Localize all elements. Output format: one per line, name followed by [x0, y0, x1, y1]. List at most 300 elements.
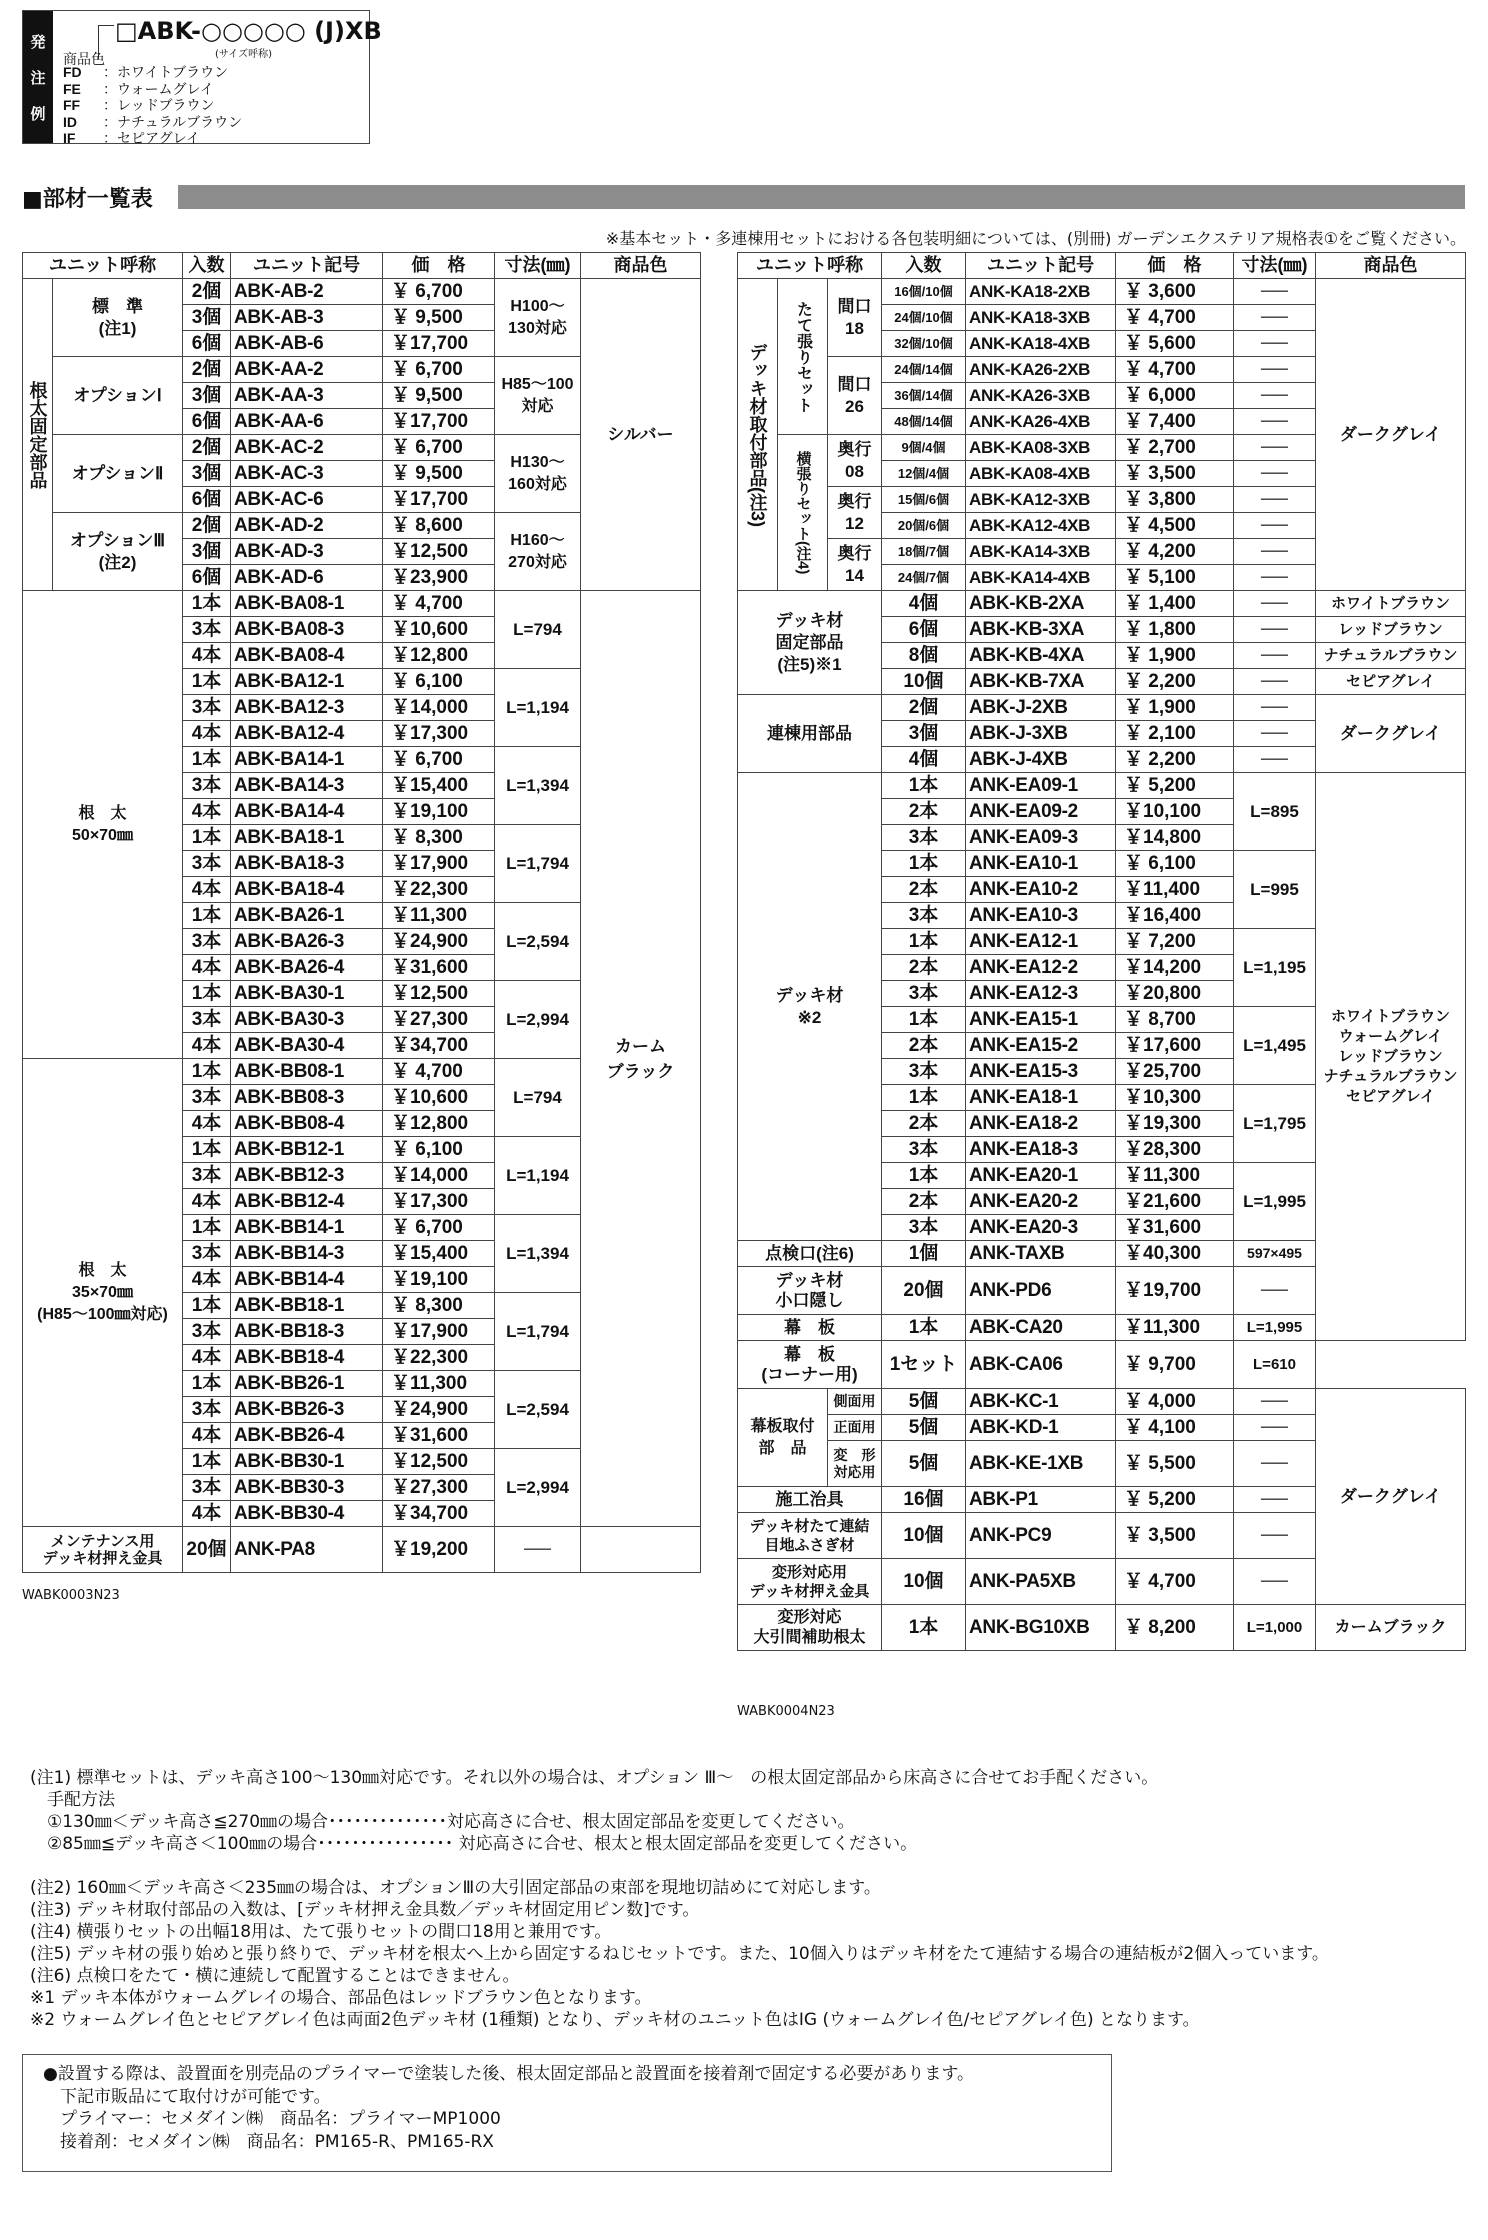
size-label: 奥行 14 — [828, 539, 882, 591]
qty: 4個 — [882, 591, 966, 617]
unit-code: ANK-EA09-2 — [966, 799, 1116, 825]
product-color: カームブラック — [1316, 1605, 1466, 1651]
qty: 4本 — [183, 877, 231, 903]
footer-code-left: WABK0003N23 — [22, 1588, 120, 1603]
unit-code: ABK-KA14-3XB — [966, 539, 1116, 565]
qty: 4本 — [183, 1345, 231, 1371]
unit-code: ANK-BG10XB — [966, 1605, 1116, 1651]
qty: 20個/6個 — [882, 513, 966, 539]
unit-code: ABK-BB18-4 — [231, 1345, 383, 1371]
group-label: デッキ材取付部品(注3) — [738, 279, 778, 591]
price: ￥20,800 — [1116, 981, 1234, 1007]
unit-code: ABK-BB08-4 — [231, 1111, 383, 1137]
dimension: L=794 — [495, 591, 581, 669]
qty: 24個/10個 — [882, 305, 966, 331]
qty: 3本 — [183, 695, 231, 721]
qty: 8個 — [882, 643, 966, 669]
qty: 6個 — [183, 565, 231, 591]
table-row — [738, 591, 1466, 617]
order-code: □ABK-○○○○○ (J)XB — [115, 17, 382, 45]
qty: 4本 — [183, 1033, 231, 1059]
qty: 3本 — [183, 617, 231, 643]
dimension: ── — [1234, 331, 1316, 357]
price: ￥ 1,400 — [1116, 591, 1234, 617]
price: ￥14,800 — [1116, 825, 1234, 851]
price: ￥ 8,300 — [383, 825, 495, 851]
price: ￥ 6,700 — [383, 279, 495, 305]
unit-code: ANK-EA18-1 — [966, 1085, 1116, 1111]
order-color-list — [63, 65, 242, 148]
dimension: ── — [1234, 357, 1316, 383]
price: ￥27,300 — [383, 1475, 495, 1501]
size-label: 間口 26 — [828, 357, 882, 435]
price: ￥12,500 — [383, 1449, 495, 1475]
price: ￥ 2,100 — [1116, 721, 1234, 747]
qty: 10個 — [882, 1513, 966, 1559]
unit-code: ABK-J-3XB — [966, 721, 1116, 747]
qty: 4本 — [183, 1501, 231, 1527]
price: ￥19,100 — [383, 1267, 495, 1293]
price: ￥34,700 — [383, 1033, 495, 1059]
price: ￥12,500 — [383, 981, 495, 1007]
product-color: ナチュラルブラウン — [1316, 643, 1466, 669]
size-label: 間口 18 — [828, 279, 882, 357]
unit-name: オプションⅡ — [53, 435, 183, 513]
price: ￥ 4,700 — [1116, 1559, 1234, 1605]
qty: 1本 — [882, 1085, 966, 1111]
price: ￥25,700 — [1116, 1059, 1234, 1085]
unit-code: ABK-BB14-4 — [231, 1267, 383, 1293]
dimension: L=1,194 — [495, 669, 581, 747]
product-color: シルバー — [581, 279, 701, 591]
product-color: ホワイトブラウン — [1316, 591, 1466, 617]
unit-code: ABK-BB12-1 — [231, 1137, 383, 1163]
dimension: ── — [1234, 409, 1316, 435]
footer-code-right: WABK0004N23 — [737, 1704, 835, 1719]
qty: 2本 — [882, 955, 966, 981]
qty: 1本 — [183, 981, 231, 1007]
unit-code: ABK-BA14-3 — [231, 773, 383, 799]
dimension: L=1,394 — [495, 1215, 581, 1293]
qty: 20個 — [882, 1267, 966, 1315]
price: ￥12,800 — [383, 1111, 495, 1137]
price: ￥27,300 — [383, 1007, 495, 1033]
col-price-r: 価 格 — [1116, 253, 1234, 279]
unit-code: ABK-BA12-1 — [231, 669, 383, 695]
price: ￥10,100 — [1116, 799, 1234, 825]
product-color: ダークグレイ — [1316, 279, 1466, 591]
price: ￥22,300 — [383, 877, 495, 903]
order-example-box — [22, 10, 382, 147]
unit-name: 施工治具 — [738, 1487, 882, 1513]
qty: 3本 — [882, 1215, 966, 1241]
order-side-char: 注 — [30, 68, 46, 87]
unit-code: ABK-KA08-4XB — [966, 461, 1116, 487]
qty: 20個 — [183, 1527, 231, 1573]
unit-code: ABK-BB30-4 — [231, 1501, 383, 1527]
order-color-item — [63, 82, 242, 99]
dimension: ── — [1234, 539, 1316, 565]
unit-code: ABK-J-4XB — [966, 747, 1116, 773]
price: ￥23,900 — [383, 565, 495, 591]
unit-code: ANK-KA26-2XB — [966, 357, 1116, 383]
qty: 24個/14個 — [882, 357, 966, 383]
empty-cell — [581, 1527, 701, 1573]
unit-code: ABK-KA12-4XB — [966, 513, 1116, 539]
unit-code: ANK-KA18-4XB — [966, 331, 1116, 357]
unit-name: 点検口(注6) — [738, 1241, 882, 1267]
price: ￥ 6,700 — [383, 357, 495, 383]
unit-code: ABK-P1 — [966, 1487, 1116, 1513]
unit-code: ABK-AA-2 — [231, 357, 383, 383]
col-unit-r: ユニット呼称 — [738, 253, 882, 279]
order-size-note: (サイズ呼称) — [215, 49, 273, 60]
price: ￥ 4,200 — [1116, 539, 1234, 565]
dimension: ── — [1234, 643, 1316, 669]
size-label: 奥行 12 — [828, 487, 882, 539]
qty: 1本 — [183, 591, 231, 617]
color-name: ：セピアグレイ — [103, 131, 200, 147]
col-dim-r: 寸法(㎜) — [1234, 253, 1316, 279]
table-row — [738, 1341, 1466, 1389]
table-row — [23, 279, 701, 305]
unit-name: 幕 板 (コーナー用) — [738, 1341, 882, 1389]
dimension: ── — [1234, 1487, 1316, 1513]
qty: 3本 — [882, 1137, 966, 1163]
price: ￥ 4,100 — [1116, 1415, 1234, 1441]
unit-code: ABK-AB-3 — [231, 305, 383, 331]
unit-code: ANK-EA10-2 — [966, 877, 1116, 903]
qty: 1本 — [183, 1371, 231, 1397]
color-code: FE — [63, 80, 81, 97]
qty: 1本 — [183, 825, 231, 851]
table-row — [738, 1389, 1466, 1415]
unit-name: デッキ材 ※2 — [738, 773, 882, 1241]
qty: 1本 — [882, 851, 966, 877]
dimension: ── — [1234, 669, 1316, 695]
dimension: ── — [1234, 1441, 1316, 1487]
qty: 3本 — [183, 1475, 231, 1501]
qty: 2個 — [183, 357, 231, 383]
unit-code: ABK-BB30-3 — [231, 1475, 383, 1501]
qty: 4本 — [183, 643, 231, 669]
unit-code: ANK-EA09-3 — [966, 825, 1116, 851]
qty: 4本 — [183, 1189, 231, 1215]
qty: 3本 — [882, 903, 966, 929]
color-name: ：ウォームグレイ — [103, 81, 214, 98]
qty: 1個 — [882, 1241, 966, 1267]
qty: 1本 — [882, 1007, 966, 1033]
unit-code: ANK-EA15-1 — [966, 1007, 1116, 1033]
unit-name: 幕 板 — [738, 1315, 882, 1341]
price: ￥ 6,100 — [1116, 851, 1234, 877]
dimension: ── — [1234, 1559, 1316, 1605]
qty: 3個 — [183, 305, 231, 331]
color-code: FD — [63, 64, 82, 80]
qty: 2本 — [882, 1033, 966, 1059]
group-label: 根太固定部品 — [23, 279, 53, 591]
unit-code: ABK-KB-4XA — [966, 643, 1116, 669]
dimension: ── — [1234, 695, 1316, 721]
price: ￥12,800 — [383, 643, 495, 669]
price: ￥11,300 — [383, 903, 495, 929]
qty: 2本 — [882, 1111, 966, 1137]
sub-name: 正面用 — [828, 1415, 882, 1441]
set-label: 横張りセット(注4) — [778, 435, 828, 591]
col-qty: 入数 — [183, 253, 231, 279]
price: ￥ 9,500 — [383, 305, 495, 331]
price: ￥ 6,700 — [383, 435, 495, 461]
qty: 3個 — [183, 461, 231, 487]
price: ￥ 1,900 — [1116, 643, 1234, 669]
price: ￥22,300 — [383, 1345, 495, 1371]
qty: 24個/7個 — [882, 565, 966, 591]
price: ￥11,300 — [1116, 1163, 1234, 1189]
order-side-label — [23, 11, 53, 143]
qty: 1本 — [183, 903, 231, 929]
qty: 3本 — [183, 929, 231, 955]
qty: 3本 — [183, 1163, 231, 1189]
color-code: FF — [63, 97, 81, 113]
price: ￥ 9,700 — [1116, 1341, 1234, 1389]
table-row — [738, 279, 1466, 305]
product-color: ダークグレイ — [1316, 695, 1466, 773]
qty: 3個 — [183, 383, 231, 409]
dimension: L=1,795 — [1234, 1085, 1316, 1163]
qty: 4本 — [183, 1111, 231, 1137]
qty: 48個/14個 — [882, 409, 966, 435]
qty: 6個 — [183, 409, 231, 435]
unit-code: ABK-KA12-3XB — [966, 487, 1116, 513]
unit-code: ABK-BB12-3 — [231, 1163, 383, 1189]
col-color: 商品色 — [581, 253, 701, 279]
dimension: L=1,995 — [1234, 1315, 1316, 1341]
price: ￥ 9,500 — [383, 461, 495, 487]
price: ￥17,700 — [383, 409, 495, 435]
qty: 12個/4個 — [882, 461, 966, 487]
price: ￥ 2,200 — [1116, 669, 1234, 695]
dimension: L=794 — [495, 1059, 581, 1137]
price: ￥17,900 — [383, 851, 495, 877]
qty: 5個 — [882, 1415, 966, 1441]
unit-name: デッキ材たて連結 目地ふさぎ材 — [738, 1513, 882, 1559]
price: ￥ 6,700 — [383, 747, 495, 773]
unit-name: 変形対応 大引間補助根太 — [738, 1605, 882, 1651]
price: ￥ 5,100 — [1116, 565, 1234, 591]
unit-code: ABK-BB18-3 — [231, 1319, 383, 1345]
unit-code: ABK-AC-2 — [231, 435, 383, 461]
qty: 2個 — [882, 695, 966, 721]
table-row — [738, 773, 1466, 799]
color-name: ：ナチュラルブラウン — [103, 114, 243, 131]
price: ￥ 6,100 — [383, 1137, 495, 1163]
price: ￥17,300 — [383, 1189, 495, 1215]
qty: 2本 — [882, 877, 966, 903]
qty: 3本 — [183, 1241, 231, 1267]
price: ￥31,600 — [1116, 1215, 1234, 1241]
dimension: ── — [1234, 305, 1316, 331]
price: ￥17,600 — [1116, 1033, 1234, 1059]
install-note-box: ●設置する際は、設置面を別売品のプライマーで塗装した後、根太固定部品と設置面を接着剤で固定する必要があります。 下記市販品にて取付けが可能です。 プライマー：セメダイン㈱ 商品名：プライマーMP1000 接着剤：セメダイン㈱ 商品名：PM165-R、PM165-RX — [22, 2054, 1112, 2172]
unit-code: ANK-EA10-1 — [966, 851, 1116, 877]
unit-code: ABK-BA26-3 — [231, 929, 383, 955]
qty: 4本 — [183, 721, 231, 747]
dimension: L=1,495 — [1234, 1007, 1316, 1085]
unit-code: ANK-KA26-4XB — [966, 409, 1116, 435]
price: ￥31,600 — [383, 1423, 495, 1449]
qty: 3本 — [882, 981, 966, 1007]
price: ￥ 4,700 — [383, 1059, 495, 1085]
price: ￥ 3,600 — [1116, 279, 1234, 305]
qty: 1本 — [882, 1605, 966, 1651]
dimension: H130～160対応 — [495, 435, 581, 513]
color-code: ID — [63, 113, 77, 130]
qty: 3本 — [183, 1319, 231, 1345]
sub-name: 変 形 対応用 — [828, 1441, 882, 1487]
price: ￥ 6,000 — [1116, 383, 1234, 409]
unit-code: ABK-BB12-4 — [231, 1189, 383, 1215]
unit-code: ABK-BA14-4 — [231, 799, 383, 825]
qty: 4本 — [183, 799, 231, 825]
qty: 32個/10個 — [882, 331, 966, 357]
unit-code: ABK-KD-1 — [966, 1415, 1116, 1441]
qty: 2本 — [882, 1189, 966, 1215]
unit-name: 標 準 (注1) — [53, 279, 183, 357]
unit-code: ABK-AD-2 — [231, 513, 383, 539]
unit-code: ANK-EA20-2 — [966, 1189, 1116, 1215]
price: ￥ 5,600 — [1116, 331, 1234, 357]
unit-code: ABK-KE-1XB — [966, 1441, 1116, 1487]
unit-code: ANK-EA20-3 — [966, 1215, 1116, 1241]
dimension: ── — [1234, 617, 1316, 643]
unit-code: ANK-KA26-3XB — [966, 383, 1116, 409]
set-label: たて張りセット — [778, 279, 828, 435]
price: ￥17,700 — [383, 487, 495, 513]
top-note: ※基本セット・多連棟用セットにおける各包装明細については、(別冊) ガーデンエクステリア規格表①をご覧ください。 — [605, 229, 1466, 248]
dimension: ── — [1234, 565, 1316, 591]
price: ￥ 3,500 — [1116, 461, 1234, 487]
dimension: L=1,394 — [495, 747, 581, 825]
product-color: ダークグレイ — [1316, 1389, 1466, 1605]
dimension: L=2,594 — [495, 903, 581, 981]
qty: 5個 — [882, 1389, 966, 1415]
dimension: L=2,994 — [495, 1449, 581, 1527]
price: ￥24,900 — [383, 1397, 495, 1423]
dimension: H160～270対応 — [495, 513, 581, 591]
unit-code: ABK-BB26-3 — [231, 1397, 383, 1423]
dimension: ── — [1234, 591, 1316, 617]
price: ￥ 4,700 — [1116, 357, 1234, 383]
qty: 1本 — [882, 773, 966, 799]
product-color: ホワイトブラウン ウォームグレイ レッドブラウン ナチュラルブラウン セピアグレイ — [1316, 773, 1466, 1341]
qty: 3本 — [183, 1397, 231, 1423]
unit-code: ABK-AB-2 — [231, 279, 383, 305]
qty: 18個/7個 — [882, 539, 966, 565]
section-header — [22, 182, 1465, 212]
unit-name: 幕板取付 部 品 — [738, 1389, 828, 1487]
price: ￥ 5,200 — [1116, 1487, 1234, 1513]
price: ￥19,200 — [383, 1527, 495, 1573]
unit-code: ABK-BA30-1 — [231, 981, 383, 1007]
dimension: L=610 — [1234, 1341, 1316, 1389]
dimension: ── — [1234, 435, 1316, 461]
dimension: ── — [1234, 279, 1316, 305]
price: ￥16,400 — [1116, 903, 1234, 929]
price: ￥ 5,200 — [1116, 773, 1234, 799]
unit-code: ABK-BA26-1 — [231, 903, 383, 929]
unit-code: ABK-AA-3 — [231, 383, 383, 409]
unit-code: ANK-EA15-3 — [966, 1059, 1116, 1085]
dimension: ── — [1234, 1389, 1316, 1415]
dimension: ── — [1234, 721, 1316, 747]
qty: 1本 — [183, 747, 231, 773]
unit-code: ABK-CA20 — [966, 1315, 1116, 1341]
qty: 16個 — [882, 1487, 966, 1513]
unit-code: ABK-KA14-4XB — [966, 565, 1116, 591]
order-side-char: 例 — [30, 104, 46, 123]
price: ￥11,400 — [1116, 877, 1234, 903]
dimension: L=1,995 — [1234, 1163, 1316, 1241]
unit-code: ABK-KB-7XA — [966, 669, 1116, 695]
unit-code: ABK-BA08-3 — [231, 617, 383, 643]
dimension: ── — [1234, 747, 1316, 773]
price: ￥ 8,200 — [1116, 1605, 1234, 1651]
table-row — [738, 1605, 1466, 1651]
col-color-r: 商品色 — [1316, 253, 1466, 279]
qty: 10個 — [882, 669, 966, 695]
unit-name: オプションⅢ (注2) — [53, 513, 183, 591]
price: ￥17,900 — [383, 1319, 495, 1345]
product-color: レッドブラウン — [1316, 617, 1466, 643]
qty: 6個 — [183, 331, 231, 357]
price: ￥ 7,200 — [1116, 929, 1234, 955]
unit-code: ABK-BA18-4 — [231, 877, 383, 903]
price: ￥19,100 — [383, 799, 495, 825]
unit-code: ABK-BA30-3 — [231, 1007, 383, 1033]
price: ￥12,500 — [383, 539, 495, 565]
price: ￥ 6,100 — [383, 669, 495, 695]
unit-code: ANK-EA12-1 — [966, 929, 1116, 955]
product-color: セピアグレイ — [1316, 669, 1466, 695]
unit-code: ANK-EA09-1 — [966, 773, 1116, 799]
unit-code: ABK-KC-1 — [966, 1389, 1116, 1415]
price: ￥24,900 — [383, 929, 495, 955]
dimension: ── — [1234, 383, 1316, 409]
unit-code: ABK-BA30-4 — [231, 1033, 383, 1059]
unit-code: ABK-BB18-1 — [231, 1293, 383, 1319]
unit-code: ANK-EA15-2 — [966, 1033, 1116, 1059]
unit-code: ABK-AB-6 — [231, 331, 383, 357]
qty: 1本 — [183, 1293, 231, 1319]
unit-code: ABK-CA06 — [966, 1341, 1116, 1389]
unit-name: 連棟用部品 — [738, 695, 882, 773]
qty: 2個 — [183, 279, 231, 305]
color-code: IF — [63, 130, 76, 146]
dimension: ── — [1234, 487, 1316, 513]
col-unit: ユニット呼称 — [23, 253, 183, 279]
price: ￥ 4,700 — [1116, 305, 1234, 331]
section-bar — [178, 185, 1465, 209]
unit-code: ANK-KA18-3XB — [966, 305, 1116, 331]
size-label: 奥行 08 — [828, 435, 882, 487]
dimension: ── — [1234, 1415, 1316, 1441]
unit-code: ABK-AA-6 — [231, 409, 383, 435]
section-title: ■部材一覧表 — [22, 187, 153, 212]
unit-code: ANK-EA18-2 — [966, 1111, 1116, 1137]
price: ￥14,000 — [383, 695, 495, 721]
price: ￥40,300 — [1116, 1241, 1234, 1267]
qty: 36個/14個 — [882, 383, 966, 409]
